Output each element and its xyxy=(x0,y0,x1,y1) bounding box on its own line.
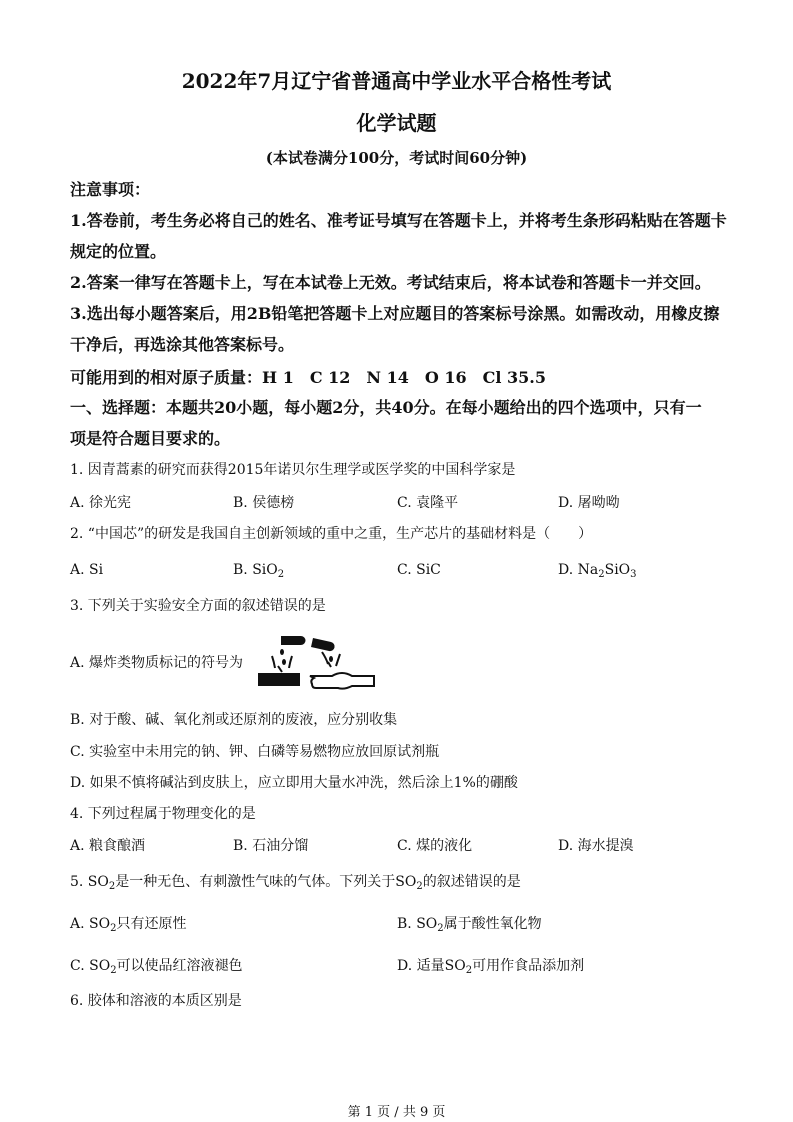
exam-title: 2022年7月辽宁省普通高中学业水平合格性考试 xyxy=(181,69,612,93)
subscript: 2 xyxy=(465,965,473,976)
atomic-masses: 可能用到的相对原子质量：H 1 C 12 N 14 O 16 Cl 35.5 xyxy=(70,368,546,387)
exam-subtitle: 化学试题 xyxy=(356,111,437,135)
subscript: 2 xyxy=(110,965,117,976)
question-5-stem xyxy=(70,874,521,892)
text-segment: 属于酸性氧化物 xyxy=(443,916,542,932)
text-segment: A. 徐光宪 xyxy=(70,495,132,511)
q1-option-c xyxy=(397,496,458,510)
question-2-stem xyxy=(70,527,592,541)
corrosive-symbol-icon xyxy=(256,632,380,692)
notice-line: 干净后，再选涂其他答案标号。 xyxy=(70,335,295,354)
text-segment: A. 粮食酿酒 xyxy=(70,838,146,854)
text-segment: B. SiO xyxy=(233,562,278,578)
text-segment: A. 爆炸类物质标记的符号为 xyxy=(70,655,244,671)
q2-option-d xyxy=(558,562,637,580)
q3-option-a xyxy=(70,656,243,670)
notice-line: 3.选出每小题答案后，用2B铅笔把答题卡上对应题目的答案标号涂黑。如需改动，用橡皮擦 xyxy=(70,304,720,323)
q3-option-d xyxy=(70,776,518,790)
text-segment: D. 如果不慎将碱沾到皮肤上，应立即用大量水冲洗，然后涂上1%的硼酸 xyxy=(70,775,518,791)
text-segment: C. SiC xyxy=(397,562,441,578)
q4-option-b xyxy=(233,839,308,853)
text-segment: B. 对于酸、碱、氧化剂或还原剂的废液，应分别收集 xyxy=(70,712,398,728)
text-segment: D. 屠呦呦 xyxy=(558,495,620,511)
q5-option-b xyxy=(397,916,542,934)
q5-option-d xyxy=(397,958,585,976)
notice-line: 2.答案一律写在答题卡上，写在本试卷上无效。考试结束后，将本试卷和答题卡一并交回。 xyxy=(70,273,711,292)
section-heading: 一、选择题：本题共20小题，每小题2分，共40分。在每小题给出的四个选项中，只有一 xyxy=(70,398,702,417)
section-heading-cont: 项是符合题目要求的。 xyxy=(70,429,231,448)
text-segment: 6. 胶体和溶液的本质区别是 xyxy=(70,993,242,1009)
notice-heading: 注意事项： xyxy=(70,180,151,199)
text-segment: C. SO xyxy=(70,958,111,974)
subscript: 2 xyxy=(598,569,605,580)
text-segment: 3. 下列关于实验安全方面的叙述错误的是 xyxy=(70,598,326,614)
text-segment: C. 实验室中未用完的钠、钾、白磷等易燃物应放回原试剂瓶 xyxy=(70,744,440,760)
subscript: 2 xyxy=(108,881,116,892)
q5-option-a xyxy=(70,916,187,934)
text-segment: D. 海水提溴 xyxy=(558,838,634,854)
q1-option-b xyxy=(233,496,294,510)
text-segment: 可用作食品添加剂 xyxy=(472,958,585,974)
exam-note: (本试卷满分100分，考试时间60分钟) xyxy=(265,149,528,167)
subscript: 3 xyxy=(630,569,637,580)
text-segment: C. 袁隆平 xyxy=(397,495,459,511)
q3-option-c xyxy=(70,745,439,759)
text-segment: 2. “中国芯”的研发是我国自主创新领域的重中之重，生产芯片的基础材料是（ ） xyxy=(70,526,593,542)
q1-option-d xyxy=(558,496,620,510)
q4-option-d xyxy=(558,839,634,853)
question-1-stem xyxy=(70,463,515,477)
text-segment: A. SO xyxy=(70,916,111,932)
q4-option-a xyxy=(70,839,145,853)
text-segment: B. 石油分馏 xyxy=(233,838,309,854)
text-segment: 是一种无色、有刺激性气味的气体。下列关于SO xyxy=(115,874,417,890)
q3-option-b xyxy=(70,713,397,727)
text-segment: D. Na xyxy=(558,562,599,578)
q2-option-a xyxy=(70,563,103,577)
page-footer: 第 1 页 / 共 9 页 xyxy=(347,1105,446,1120)
text-segment: 1. 因青蒿素的研究而获得2015年诺贝尔生理学或医学奖的中国科学家是 xyxy=(70,462,516,478)
notice-line: 1.答卷前，考生务必将自己的姓名、准考证号填写在答题卡上，并将考生条形码粘贴在答题卡 xyxy=(70,211,727,230)
text-segment: B. SO xyxy=(397,916,438,932)
q5-option-c xyxy=(70,958,243,976)
question-6-stem xyxy=(70,994,242,1008)
q2-option-b xyxy=(233,562,285,580)
text-segment: D. 适量SO xyxy=(397,958,466,974)
subscript: 2 xyxy=(277,569,285,580)
text-segment: SiO xyxy=(604,562,631,578)
question-3-stem xyxy=(70,599,326,613)
q2-option-c xyxy=(397,563,441,577)
text-segment: 5. SO xyxy=(70,874,109,890)
text-segment: 4. 下列过程属于物理变化的是 xyxy=(70,806,256,822)
subscript: 2 xyxy=(437,923,444,934)
text-segment: B. 侯德榜 xyxy=(233,495,295,511)
text-segment: 只有还原性 xyxy=(116,916,187,932)
notice-line: 规定的位置。 xyxy=(70,242,167,261)
q1-option-a xyxy=(70,496,131,510)
subscript: 2 xyxy=(416,881,423,892)
text-segment: 可以使品红溶液褪色 xyxy=(116,958,243,974)
question-4-stem xyxy=(70,807,256,821)
text-segment: C. 煤的液化 xyxy=(397,838,473,854)
q4-option-c xyxy=(397,839,472,853)
subscript: 2 xyxy=(110,923,117,934)
text-segment: A. Si xyxy=(70,562,104,578)
text-segment: 的叙述错误的是 xyxy=(422,874,521,890)
